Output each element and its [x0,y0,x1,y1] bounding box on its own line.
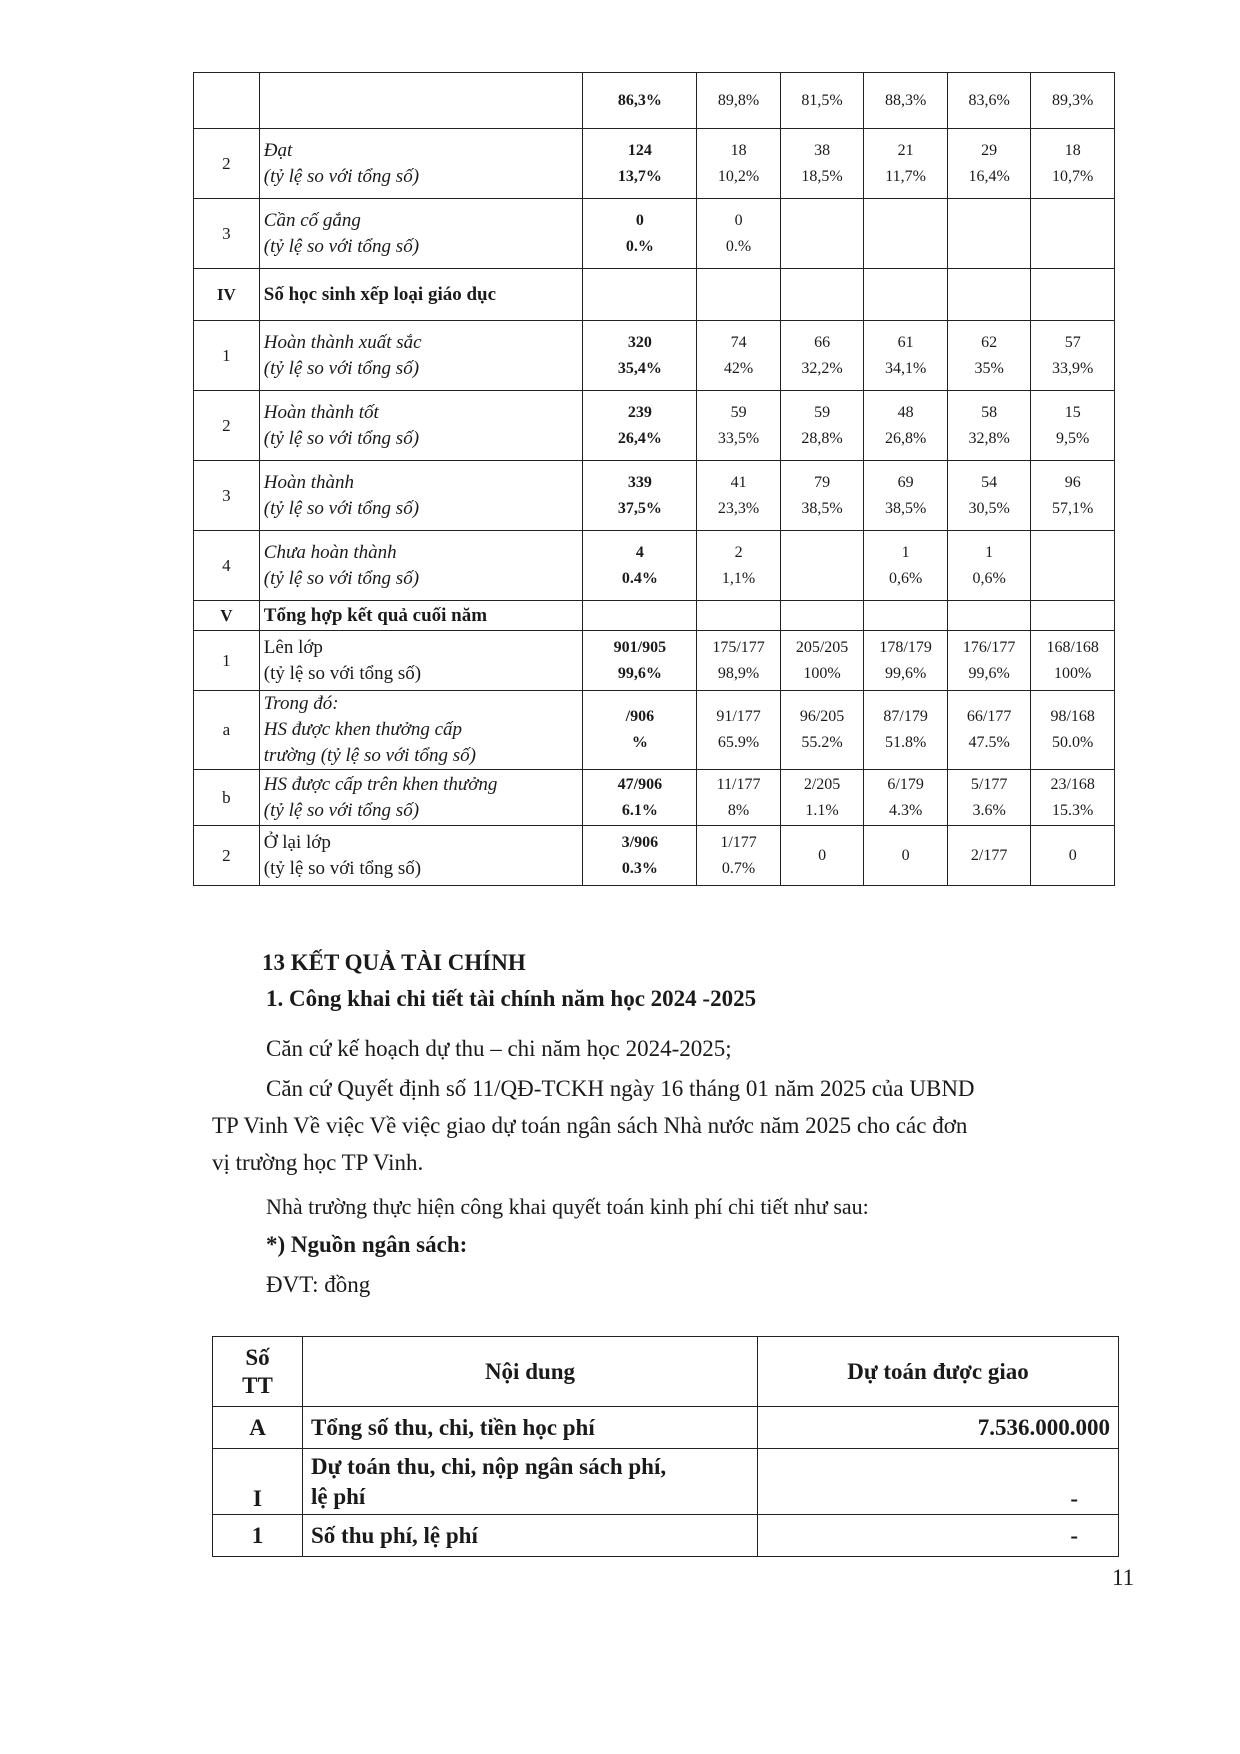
row-stt: 3 [194,199,260,269]
budget-amount: - [758,1515,1119,1557]
row-stt [194,73,260,129]
pct-cell: 83,6% [947,73,1031,129]
row-stt: 2 [194,826,260,886]
count-value: 38 [814,141,831,159]
header-stt [213,1337,303,1407]
row-label-line: (tỷ lệ so với tổng số) [263,235,420,257]
budget-amount: 7.536.000.000 [758,1407,1119,1449]
row-label [259,691,583,770]
row-label-line: HS được cấp trên khen thưởng [263,773,498,795]
paragraph-disclosure: Nhà trường thực hiện công khai quyết toán kinh phí chi tiết như sau: [266,1194,869,1219]
row-stt: IV [194,269,260,321]
count-value: 239 [627,403,652,421]
value-cell [583,531,697,601]
percent-value: 57,1% [1052,499,1094,517]
row-label-line: (tỷ lệ so với tổng số) [263,427,420,449]
row-label-line: Trong đó: [263,693,339,714]
budget-header-row [213,1337,1119,1407]
value-cell [947,461,1031,531]
count-value: /906 [625,708,655,725]
row-stt: 2 [194,129,260,199]
header-stt-line2: TT [242,1372,273,1398]
value-cell [1031,691,1115,770]
row-label-line: (tỷ lệ so với tổng số) [263,497,420,519]
value-cell [583,129,697,199]
value-cell [697,199,781,269]
row-label [259,73,583,129]
count-value: 178/179 [879,638,932,656]
row-label-line: Đạt [263,139,293,161]
count-value: 96/205 [799,708,845,725]
section-title: Tổng hợp kết quả cuối năm [259,601,583,631]
count-value: 66 [814,333,831,351]
percent-value: 35,4% [617,359,662,377]
row-label [259,391,583,461]
value-cell [1031,631,1115,691]
percent-value: 99,6% [617,664,662,682]
value-cell [780,461,864,531]
empty-cell [947,601,1031,631]
percent-value: 9,5% [1056,429,1090,447]
count-value: 29 [981,141,998,159]
percent-value: 18,5% [801,167,843,185]
pct-cell: 86,3% [583,73,697,129]
value-cell [864,321,948,391]
count-value: 1/177 [720,833,757,851]
count-value: 61 [897,333,914,351]
results-row [194,531,1115,601]
value-cell [947,770,1031,826]
value-cell [583,199,697,269]
percent-value: 1,1% [721,569,756,587]
value-cell [947,531,1031,601]
percent-value: 65.9% [717,734,760,751]
count-value: 57 [1064,333,1081,351]
count-value: 66/177 [966,708,1012,725]
value-cell [1031,770,1115,826]
budget-content: Số thu phí, lệ phí [303,1515,758,1557]
count-value: 0 [818,846,827,864]
budget-content [303,1449,758,1515]
value-cell [864,391,948,461]
row-stt: 3 [194,461,260,531]
count-value: 124 [627,141,652,159]
pct-cell: 81,5% [780,73,864,129]
percent-value: 34,1% [884,359,927,377]
count-value: 96 [1064,473,1081,491]
results-row [194,129,1115,199]
budget-source: *) Nguồn ngân sách: [266,1232,468,1257]
value-cell [780,770,864,826]
percent-value: 99,6% [884,664,927,682]
count-value: 62 [981,333,998,351]
count-value: 59 [814,403,831,421]
percent-value: 26,8% [884,429,927,447]
percent-value: 37,5% [617,499,662,517]
percent-value: 0,6% [888,569,923,587]
value-cell [864,631,948,691]
row-stt: a [194,691,260,770]
count-value: 3/906 [621,833,659,851]
count-value: 11/177 [716,775,761,793]
row-label [259,826,583,886]
value-cell [697,321,781,391]
subsection-heading: 1. Công khai chi tiết tài chính năm học 2024 -2025 [266,986,757,1011]
budget-content: Tổng số thu, chi, tiền học phí [303,1407,758,1449]
unit-label: ĐVT: đồng [266,1272,371,1297]
paragraph-basis-plan: Căn cứ kế hoạch dự thu – chi năm học 2024-2025; [266,1036,732,1061]
value-cell [583,826,697,886]
count-value: 18 [730,141,747,159]
budget-table [212,1336,1119,1557]
count-value: 205/205 [795,638,849,656]
row-stt: V [194,601,260,631]
row-label-line: Chưa hoàn thành [263,541,397,563]
percent-value: 35% [974,359,1004,377]
row-label [259,531,583,601]
percent-value: 6.1% [621,801,658,819]
percent-value: 33,9% [1052,359,1094,377]
percent-value: 0,6% [972,569,1006,587]
row-label [259,129,583,199]
page-number: 11 [1112,1565,1135,1590]
percent-value: 0.7% [721,859,756,877]
empty-cell [780,601,864,631]
empty-cell [864,601,948,631]
value-cell [1031,129,1115,199]
value-cell [780,391,864,461]
empty-cell [583,269,697,321]
value-cell [583,461,697,531]
percent-value: 0.4% [621,569,658,587]
paragraph-decision-line2: TP Vinh Về việc Về việc giao dự toán ngân sách Nhà nước năm 2025 cho các đơn [212,1113,968,1138]
row-label-line: (tỷ lệ so với tổng số) [263,662,422,684]
percent-value: 10,7% [1052,167,1094,185]
row-stt: 1 [194,321,260,391]
value-cell [1031,391,1115,461]
percent-value: 11,7% [885,167,926,185]
row-label [259,770,583,826]
percent-value: 32,8% [968,429,1010,447]
value-cell [947,391,1031,461]
value-cell [947,631,1031,691]
value-cell [947,691,1031,770]
value-cell [1031,321,1115,391]
count-value: 2/177 [970,846,1008,864]
percent-value: 100% [803,664,841,682]
percent-value: 47.5% [968,734,1010,751]
percent-value: 99,6% [968,664,1010,682]
empty-cell [1031,601,1115,631]
count-value: 0 [1068,846,1077,864]
percent-value: 0.% [625,237,654,255]
value-cell [947,321,1031,391]
value-cell [780,691,864,770]
count-value: 79 [814,473,831,491]
count-value: 2/205 [803,775,841,793]
budget-content-line2: lệ phí [311,1483,366,1509]
count-value: 901/905 [613,638,667,656]
percent-value: 38,5% [884,499,927,517]
value-cell [780,631,864,691]
count-value: 59 [730,403,747,421]
count-value: 176/177 [962,638,1016,656]
count-value: 0 [635,211,644,229]
value-cell [583,391,697,461]
count-value: 18 [1064,141,1081,159]
row-label-line: (tỷ lệ so với tổng số) [263,567,420,589]
value-cell [1031,531,1115,601]
percent-value: 3.6% [972,801,1006,819]
count-value: 6/179 [887,775,924,793]
section-title: Số học sinh xếp loại giáo dục [259,269,583,321]
row-label [259,199,583,269]
count-value: 4 [635,543,644,561]
value-cell [864,691,948,770]
row-label [259,461,583,531]
value-cell [780,129,864,199]
paragraph-decision-line1: Căn cứ Quyết định số 11/QĐ-TCKH ngày 16 tháng 01 năm 2025 của UBND [266,1076,975,1101]
empty-cell [697,601,781,631]
count-value: 87/179 [883,708,928,725]
count-value: 175/177 [712,638,765,656]
value-cell [780,826,864,886]
count-value: 15 [1064,403,1081,421]
row-label-line: Hoàn thành tốt [263,401,379,423]
percent-value: 50.0% [1052,734,1094,751]
row-label [259,321,583,391]
value-cell [864,770,948,826]
pct-cell: 89,3% [1031,73,1115,129]
value-cell [864,531,948,601]
count-value: 48 [897,403,914,421]
percent-value: 55.2% [801,734,843,751]
percent-value: 30,5% [968,499,1010,517]
row-label-line: Hoàn thành xuất sắc [263,331,422,353]
count-value: 168/168 [1046,638,1099,656]
value-cell [697,826,781,886]
count-value: 2 [734,543,743,561]
budget-row [213,1515,1119,1557]
count-value: 54 [981,473,998,491]
row-label-line: Cần cố gắng [263,209,361,231]
empty-cell [697,269,781,321]
count-value: 91/177 [716,708,761,725]
value-cell [697,391,781,461]
percent-value: 26,4% [617,429,662,447]
row-stt: b [194,770,260,826]
row-label-line: Hoàn thành [263,471,355,493]
row-label-line: Lên lớp [263,636,323,658]
percent-value: 13,7% [617,167,662,185]
budget-stt: I [213,1449,303,1515]
percent-value: 23,3% [717,499,760,517]
results-row [194,770,1115,826]
value-cell [947,826,1031,886]
results-row [194,73,1115,129]
budget-row [213,1407,1119,1449]
pct-cell: 89,8% [697,73,781,129]
row-stt: 2 [194,391,260,461]
value-cell [864,199,948,269]
budget-row [213,1449,1119,1515]
value-cell [583,691,697,770]
percent-value: 1.1% [805,801,839,819]
count-value: 69 [897,473,914,491]
percent-value: % [631,734,648,751]
row-label-line: (tỷ lệ so với tổng số) [263,857,422,879]
value-cell [583,321,697,391]
percent-value: 100% [1054,664,1092,682]
budget-content-line1: Dự toán thu, chi, nộp ngân sách phí, [311,1453,667,1479]
pct-cell: 88,3% [864,73,948,129]
value-cell [947,199,1031,269]
count-value: 320 [627,333,652,351]
budget-stt: A [213,1407,303,1449]
value-cell [1031,461,1115,531]
value-cell [697,129,781,199]
results-row [194,601,1115,631]
value-cell [864,461,948,531]
count-value: 47/906 [617,775,663,793]
value-cell [697,531,781,601]
percent-value: 38,5% [801,499,843,517]
count-value: 0 [734,211,743,229]
count-value: 339 [627,473,652,491]
value-cell [583,631,697,691]
section-heading: 13 KẾT QUẢ TÀI CHÍNH [262,950,526,975]
percent-value: 16,4% [968,167,1010,185]
percent-value: 4.3% [888,801,923,819]
percent-value: 33,5% [717,429,760,447]
count-value: 41 [730,473,747,491]
value-cell [780,321,864,391]
empty-cell [583,601,697,631]
value-cell [780,531,864,601]
count-value: 23/168 [1050,775,1095,793]
value-cell [583,770,697,826]
results-table [193,72,1115,886]
row-label-line: (tỷ lệ so với tổng số) [263,165,420,187]
value-cell [697,770,781,826]
percent-value: 98,9% [717,664,760,682]
header-stt-line1: Số [245,1344,270,1370]
value-cell [697,691,781,770]
row-label [259,631,583,691]
value-cell [697,461,781,531]
count-value: 98/168 [1050,708,1095,725]
row-label-line: Ở lại lớp [263,831,331,853]
header-amount: Dự toán được giao [758,1337,1119,1407]
results-row [194,691,1115,770]
results-row [194,461,1115,531]
row-label-line: trường (tỷ lệ so với tổng số) [263,745,476,766]
empty-cell [864,269,948,321]
header-content: Nội dung [303,1337,758,1407]
results-row [194,391,1115,461]
count-value: 74 [730,333,747,351]
count-value: 21 [897,141,914,159]
percent-value: 42% [723,359,754,377]
percent-value: 0.3% [621,859,658,877]
percent-value: 0.% [725,237,752,255]
value-cell [780,199,864,269]
value-cell [864,826,948,886]
percent-value: 28,8% [801,429,843,447]
results-row [194,269,1115,321]
results-row [194,826,1115,886]
paragraph-decision-line3: vị trường học TP Vinh. [212,1150,424,1175]
budget-stt: 1 [213,1515,303,1557]
empty-cell [780,269,864,321]
percent-value: 32,2% [801,359,843,377]
percent-value: 8% [727,801,750,819]
budget-amount: - [758,1449,1119,1515]
percent-value: 10,2% [717,167,760,185]
row-label-line: (tỷ lệ so với tổng số) [263,357,420,379]
value-cell [864,129,948,199]
count-value: 5/177 [970,775,1008,793]
value-cell [697,631,781,691]
row-label-line: (tỷ lệ so với tổng số) [263,799,420,821]
count-value: 0 [901,846,910,864]
row-stt: 1 [194,631,260,691]
empty-cell [947,269,1031,321]
value-cell [1031,199,1115,269]
results-row [194,321,1115,391]
empty-cell [1031,269,1115,321]
row-label-line: HS được khen thưởng cấp [263,719,463,740]
results-row [194,199,1115,269]
row-stt: 4 [194,531,260,601]
results-row [194,631,1115,691]
percent-value: 51.8% [884,734,927,751]
count-value: 1 [901,543,910,561]
value-cell [1031,826,1115,886]
value-cell [947,129,1031,199]
count-value: 1 [985,543,994,561]
percent-value: 15.3% [1052,801,1094,819]
count-value: 58 [981,403,998,421]
